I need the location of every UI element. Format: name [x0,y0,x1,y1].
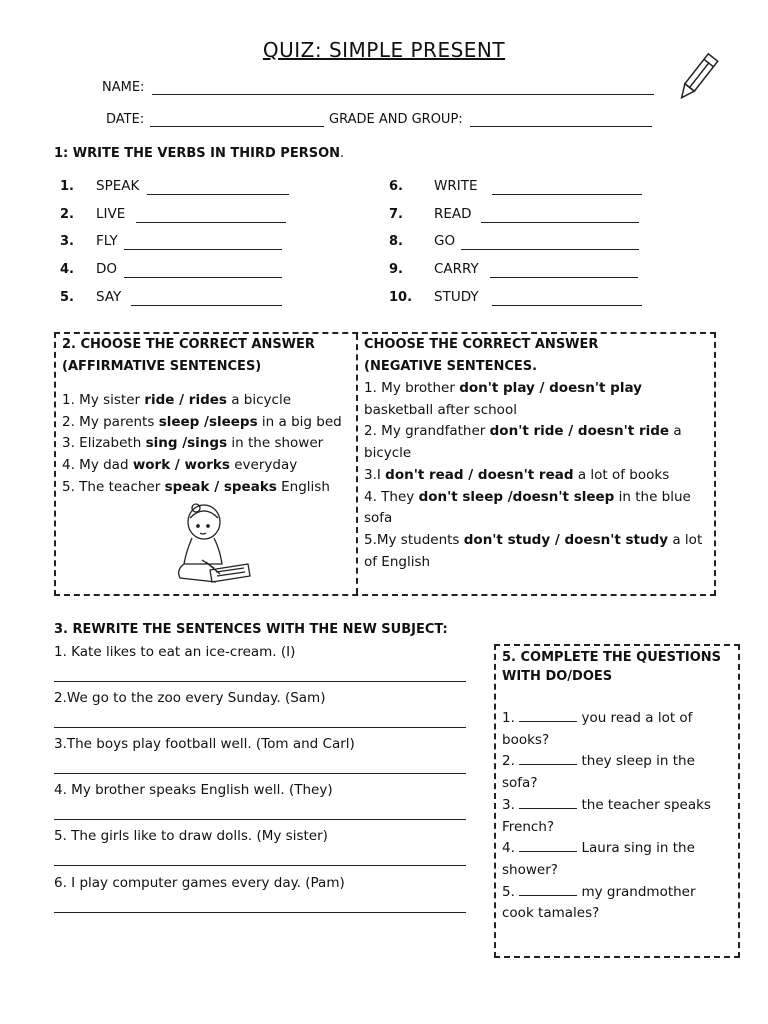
section5-content [502,648,734,925]
name-label: NAME: [102,80,145,95]
verb-label: FLY [96,233,118,249]
section5-subheading: WITH DO/DOES [502,669,613,684]
section3-heading: 3. REWRITE THE SENTENCES WITH THE NEW SUBJECT: [54,622,448,637]
rewrite-answer-line[interactable] [54,912,466,913]
rewrite-answer-line[interactable] [54,681,466,682]
rewrite-sentence: 3.The boys play football well. (Tom and Carl) [54,736,355,752]
answer-line[interactable] [481,222,639,223]
choice-item: 2. My grandfather don't ride / doesn't ride a bicycle [364,423,682,462]
question-item: 1. you read a lot of books? [502,710,693,748]
rewrite-answer-line[interactable] [54,819,466,820]
answer-line[interactable] [147,194,289,195]
item-number: 9. [389,262,403,277]
section5-heading: 5. COMPLETE THE QUESTIONS [502,650,722,665]
blank-field[interactable] [519,883,577,896]
blank-field[interactable] [519,839,577,852]
answer-options[interactable]: don't ride / doesn't ride [489,423,670,440]
blank-field[interactable] [519,709,577,722]
answer-options[interactable]: sleep /sleeps [158,413,258,430]
rewrite-sentence: 5. The girls like to draw dolls. (My sister) [54,828,328,844]
verb-label: DO [96,261,118,277]
item-number: 6. [389,179,403,194]
question-item: 3. the teacher speaks French? [502,796,711,835]
verb-label: GO [434,233,456,249]
choice-item: 5. The teacher speak / speaks English [62,478,330,495]
answer-line[interactable] [461,249,639,250]
rewrite-sentence: 2.We go to the zoo every Sunday. (Sam) [54,690,326,706]
name-field[interactable] [152,94,654,95]
section2-subheading: (AFFIRMATIVE SENTENCES) [62,359,262,374]
answer-line[interactable] [124,249,282,250]
item-number: 2. [60,207,74,222]
date-label: DATE: [106,112,145,127]
question-item: 5. my grandmother cook tamales? [502,883,696,922]
answer-line[interactable] [124,277,282,278]
rewrite-sentence: 1. Kate likes to eat an ice-cream. (I) [54,644,296,660]
answer-options[interactable]: work / works [132,457,230,474]
grade-field[interactable] [470,126,652,127]
choice-item: 5.My students don't study / doesn't study a lot of English [364,531,703,570]
date-field[interactable] [150,126,324,127]
item-number: 8. [389,234,403,249]
question-item: 4. Laura sing in the shower? [502,840,695,878]
grade-label: GRADE AND GROUP: [329,112,463,127]
rewrite-answer-line[interactable] [54,865,466,866]
answer-line[interactable] [490,277,638,278]
answer-line[interactable] [131,305,282,306]
rewrite-sentence: 6. I play computer games every day. (Pam) [54,875,345,891]
choice-item: 4. They don't sleep /doesn't sleep in the blue sofa [364,488,691,527]
choice-item: 4. My dad work / works everyday [62,457,298,474]
item-number: 5. [60,290,74,305]
answer-options[interactable]: don't read / doesn't read [385,466,574,483]
section2-divider [356,334,358,594]
item-number: 4. [60,262,74,277]
section1-heading: 1: WRITE THE VERBS IN THIRD PERSON. [54,146,345,161]
item-number: 3. [60,234,74,249]
blank-field[interactable] [519,752,577,765]
affirmative-column [62,334,354,499]
item-number: 7. [389,207,403,222]
verb-label: READ [434,206,472,222]
answer-options[interactable]: don't sleep /doesn't sleep [418,488,615,505]
verb-label: LIVE [96,206,126,222]
choice-item: 1. My brother don't play / doesn't play basketball after school [364,380,642,418]
rewrite-answer-line[interactable] [54,727,466,728]
rewrite-answer-line[interactable] [54,773,466,774]
choice-item: 2. My parents sleep /sleeps in a big bed [62,413,342,430]
girl-writing-illustration [166,500,252,586]
verb-label: WRITE [434,178,478,194]
choice-item: 3.I don't read / doesn't read a lot of books [364,466,670,483]
verb-label: SAY [96,289,122,305]
item-number: 1. [60,179,74,194]
rewrite-sentence: 4. My brother speaks English well. (They) [54,782,333,798]
section2b-heading: CHOOSE THE CORRECT ANSWER [364,337,599,352]
answer-options[interactable]: ride / rides [144,392,227,408]
item-number: 10. [389,290,413,305]
answer-line[interactable] [136,222,286,223]
choice-item: 1. My sister ride / rides a bicycle [62,392,292,408]
section2b-subheading: (NEGATIVE SENTENCES. [364,359,538,374]
answer-options[interactable]: speak / speaks [164,478,277,495]
blank-field[interactable] [519,796,577,809]
verb-label: SPEAK [96,178,140,194]
answer-options[interactable]: don't play / doesn't play [459,380,642,396]
choice-item: 3. Elizabeth sing /sings in the shower [62,435,324,452]
answer-line[interactable] [492,305,642,306]
answer-line[interactable] [492,194,642,195]
page-title: QUIZ: SIMPLE PRESENT [262,38,506,62]
verb-label: CARRY [434,261,479,277]
negative-column [364,334,706,573]
verb-label: STUDY [434,289,479,305]
pencil-icon [672,50,722,106]
section2-heading: 2. CHOOSE THE CORRECT ANSWER [62,337,315,352]
answer-options[interactable]: don't study / doesn't study [463,531,669,548]
answer-options[interactable]: sing /sings [145,435,228,452]
question-item: 2. they sleep in the sofa? [502,753,695,792]
